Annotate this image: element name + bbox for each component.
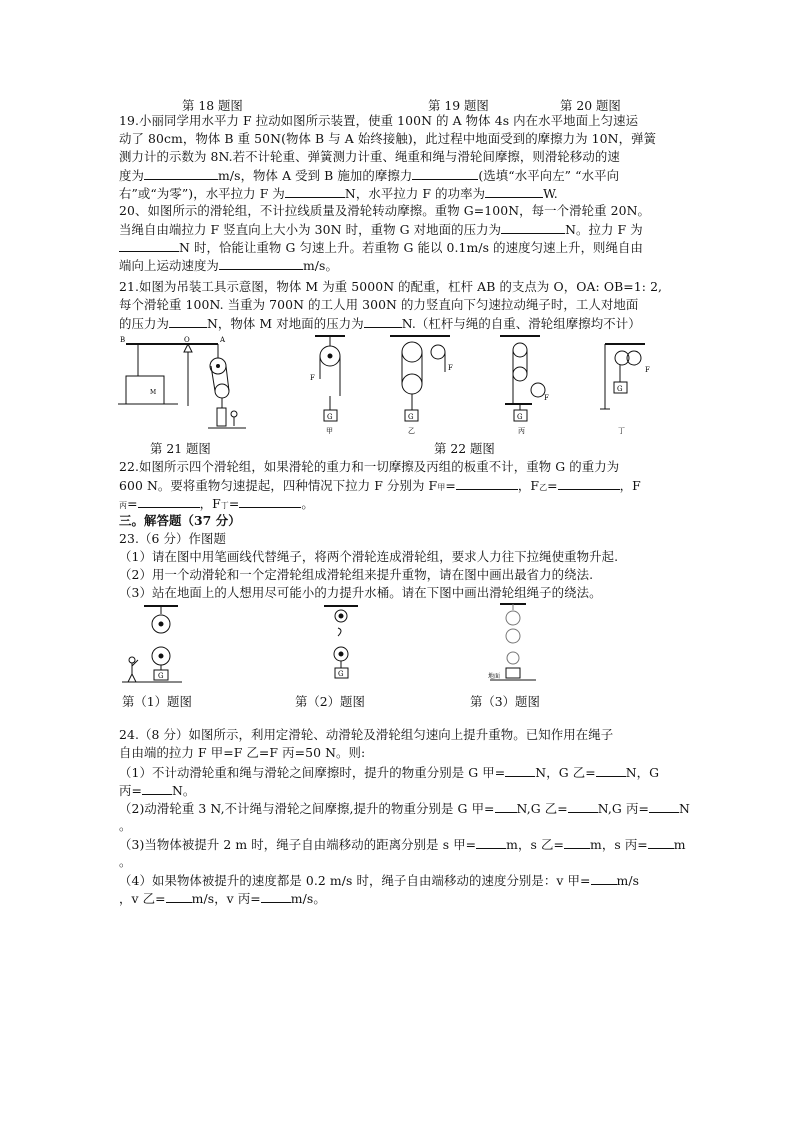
label-M: M: [150, 389, 157, 396]
q22-line3: 丙= ，F丁= 。: [119, 496, 314, 511]
weight-label: G: [338, 670, 344, 678]
ground-label: 地面: [488, 673, 501, 680]
q24-line3: （1）不计动滑轮重和绳与滑轮之间摩擦时，提升的物重分别是 G 甲= N，G 乙= N，G: [119, 765, 660, 780]
answer-blank[interactable]: [596, 764, 626, 777]
answer-blank[interactable]: [476, 836, 506, 849]
q21-line3: 的压力为 N，物体 M 对地面的压力为 N.（杠杆与绳的自重、滑轮组摩擦均不计）: [119, 316, 641, 331]
q22-line1: 22.如图所示四个滑轮组，如果滑轮的重力和一切摩擦及丙组的板重不计，重物 G 的重力为: [119, 459, 620, 474]
q20-line3: N 时，恰能让重物 G 匀速上升。若重物 G 能以 0.1m/s 的速度匀速上升，则绳自由: [119, 239, 643, 256]
q24-line10: ，v 乙= m/s，v 丙= m/s。: [119, 891, 326, 906]
answer-blank[interactable]: [558, 477, 620, 490]
answer-blank[interactable]: [261, 890, 291, 903]
force-label-bing: F: [544, 394, 549, 402]
figure-23-2: [314, 604, 374, 684]
caption-fig20: 第 20 题图: [560, 98, 621, 113]
q19-line3: 测力计的示数为 8N.若不计轮重、弹簧测力计重、绳重和绳与滑轮间摩擦，则滑轮移动的速: [119, 149, 620, 164]
q23-line1: 23.（6 分）作图题: [119, 531, 226, 546]
q19-line5: 右”或“为零”)，水平拉力 F 为 N，水平拉力 F 的功率为 W.: [119, 186, 558, 201]
q24-line6: 。: [119, 818, 132, 833]
answer-blank[interactable]: [138, 495, 200, 508]
answer-blank[interactable]: [239, 495, 301, 508]
q24-line7: （3)当物体被提升 2 m 时，绳子自由端移动的距离分别是 s 甲= m，s 乙= m，s 丙= m: [119, 837, 686, 852]
caption-fig23-1: 第（1）题图: [122, 694, 192, 709]
figure-21-lever-crane: [118, 336, 248, 436]
q22-line2: 600 N。要将重物匀速提起，四种情况下拉力 F 分别为 F甲= ，F乙= ，F: [119, 478, 641, 493]
answer-blank[interactable]: [485, 185, 543, 198]
answer-blank[interactable]: [144, 167, 218, 180]
answer-blank[interactable]: [568, 800, 598, 813]
caption-fig19: 第 19 题图: [428, 98, 489, 113]
label-ding: 丁: [618, 427, 625, 435]
q24-line2: 自由端的拉力 F 甲=F 乙=F 丙=50 N。则:: [119, 745, 366, 760]
answer-blank[interactable]: [285, 185, 345, 198]
q21-line1: 21.如图为吊装工具示意图，物体 M 为重 5000N 的配重，杠杆 AB 的支点为 O，OA: OB=1: 2,: [119, 279, 663, 294]
figure-23-1: [122, 604, 202, 684]
caption-fig18: 第 18 题图: [182, 98, 243, 113]
figure-22-pulley-sets: [300, 334, 680, 434]
q24-line1: 24.（8 分）如图所示，利用定滑轮、动滑轮及滑轮组匀速向上提升重物。已知作用在绳子: [119, 727, 614, 742]
q23-line2: （1）请在图中用笔画线代替绳子，将两个滑轮连成滑轮组，要求人力往下拉绳使重物升起.: [119, 549, 619, 564]
caption-fig23-3: 第（3）题图: [470, 694, 540, 709]
label-yi: 乙: [408, 427, 415, 435]
q20-line1: 20、如图所示的滑轮组，不计拉线质量及滑轮转动摩擦。重物 G=100N，每一个滑轮重 20N。: [119, 203, 651, 218]
weight-label-bing: G: [517, 413, 523, 421]
force-label-yi: F: [448, 364, 453, 372]
force-label-ding: F: [645, 366, 650, 374]
q19-line2: 动了 80cm，物体 B 重 50N(物体 B 与 A 始终接触)，此过程中地面受到的摩擦力为 10N，弹簧: [119, 131, 657, 146]
weight-label-jia: G: [327, 413, 333, 421]
answer-blank[interactable]: [142, 782, 172, 795]
weight-label-yi: G: [408, 413, 414, 421]
answer-blank[interactable]: [119, 239, 179, 252]
q24-line9: （4）如果物体被提升的速度都是 0.2 m/s 时，绳子自由端移动的速度分别是：v 甲= m/s: [119, 873, 640, 888]
caption-fig21: 第 21 题图: [150, 441, 211, 456]
answer-blank[interactable]: [364, 315, 402, 328]
q24-line4: 丙= N。: [119, 783, 196, 798]
answer-blank[interactable]: [169, 315, 207, 328]
answer-blank[interactable]: [501, 221, 565, 234]
label-A: A: [220, 336, 226, 344]
figure-23-3: [486, 602, 546, 687]
label-jia: 甲: [326, 427, 333, 435]
caption-fig22: 第 22 题图: [434, 441, 495, 456]
section-heading: 三。解答题（37 分）: [119, 513, 241, 528]
weight-label: G: [158, 672, 164, 680]
label-B: B: [120, 336, 126, 344]
answer-blank[interactable]: [166, 890, 192, 903]
answer-blank[interactable]: [219, 257, 303, 270]
label-O: O: [184, 336, 190, 344]
answer-blank[interactable]: [456, 477, 518, 490]
answer-blank[interactable]: [649, 800, 679, 813]
q20-line2: 当绳自由端拉力 F 竖直向上大小为 30N 时，重物 G 对地面的压力为 N。拉力 F 为: [119, 222, 643, 237]
answer-blank[interactable]: [412, 167, 478, 180]
label-bing: 丙: [518, 427, 525, 435]
q23-line3: （2）用一个动滑轮和一个定滑轮组成滑轮组来提升重物，请在图中画出最省力的绕法.: [119, 567, 594, 582]
answer-blank[interactable]: [591, 872, 617, 885]
answer-blank[interactable]: [564, 836, 590, 849]
q24-line5: （2)动滑轮重 3 N,不计绳与滑轮之间摩擦,提升的物重分别是 G 甲= N,G 乙= N,G 丙= N: [119, 801, 690, 816]
q24-line8: 。: [119, 854, 132, 869]
caption-fig23-2: 第（2）题图: [295, 694, 365, 709]
weight-label-ding: G: [617, 385, 623, 393]
q21-line2: 每个滑轮重 100N. 当重为 700N 的工人用 300N 的力竖直向下匀速拉动绳子时，工人对地面: [119, 297, 639, 312]
q19-line4: 度为 m/s，物体 A 受到 B 施加的摩擦力 (选填“水平向左” “水平向: [119, 168, 620, 183]
force-label-jia: F: [310, 374, 315, 382]
q19-line1: 19.小丽同学用水平力 F 拉动如图所示装置，使重 100N 的 A 物体 4s 内在水平地面上匀速运: [119, 113, 639, 128]
q20-line4: 端向上运动速度为 m/s。: [119, 258, 339, 273]
answer-blank[interactable]: [648, 836, 674, 849]
answer-blank[interactable]: [505, 764, 535, 777]
answer-blank[interactable]: [495, 800, 517, 813]
q23-line4: （3）站在地面上的人想用尽可能小的力提升水桶。请在下图中画出滑轮组绳子的绕法。: [119, 585, 602, 600]
